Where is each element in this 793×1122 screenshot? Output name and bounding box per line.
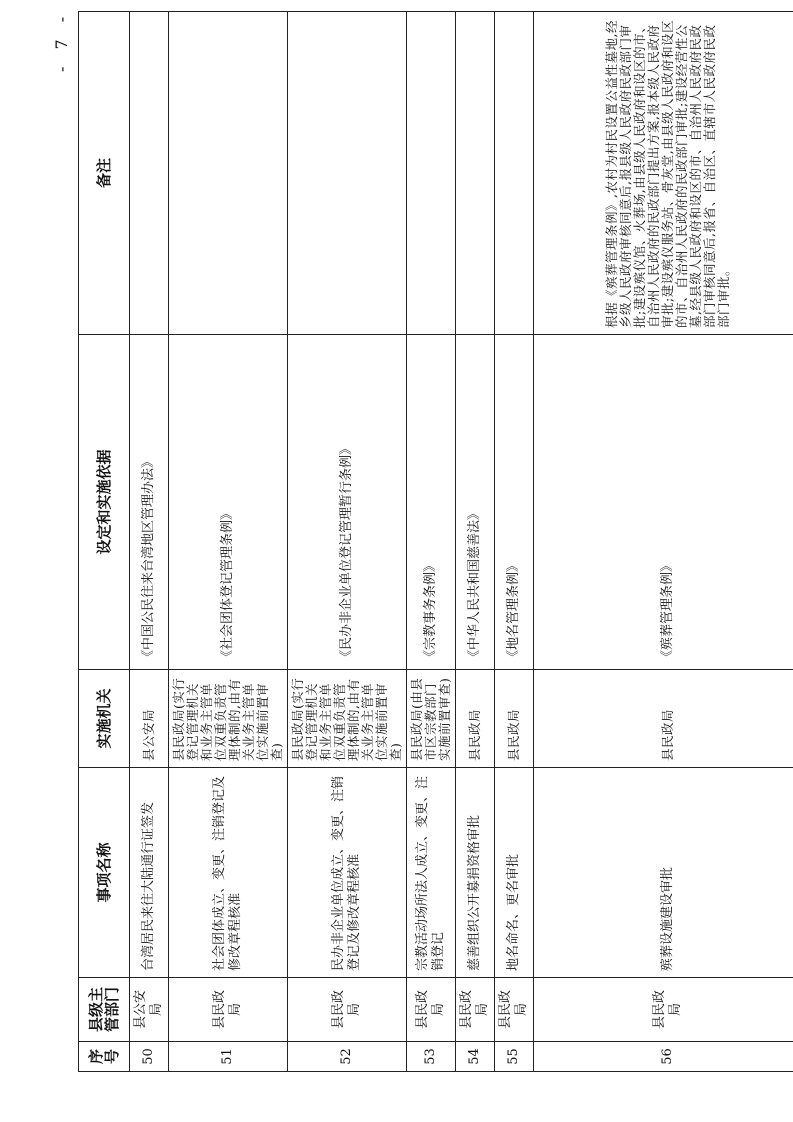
row-seq: 52 <box>288 1042 407 1072</box>
row-remark <box>495 12 534 335</box>
approval-items-table <box>78 11 793 1072</box>
header-remark: 备注 <box>79 12 130 335</box>
row-seq: 53 <box>407 1042 456 1072</box>
table-row <box>130 12 169 1072</box>
row-item: 社会团体成立、变更、注销登记及修改章程核准 <box>169 768 288 978</box>
row-item: 慈善组织公开募捐资格审批 <box>456 768 495 978</box>
row-item: 地名命名、更名审批 <box>495 768 534 978</box>
row-remark <box>407 12 456 335</box>
header-item: 事项名称 <box>79 768 130 978</box>
row-item: 民办非企业单位成立、变更、注销登记及修改章程核准 <box>288 768 407 978</box>
table-row <box>495 12 534 1072</box>
table-header-row <box>79 12 130 1072</box>
header-agency: 实施机关 <box>79 670 130 768</box>
row-basis: 《地名管理条例》 <box>495 335 534 670</box>
row-dept: 县公安局 <box>130 978 169 1042</box>
table-row <box>534 12 793 1072</box>
row-basis: 《宗教事务条例》 <box>407 335 456 670</box>
row-seq: 51 <box>169 1042 288 1072</box>
row-agency: 县民政局 <box>495 670 534 768</box>
row-remark <box>130 12 169 335</box>
row-seq: 50 <box>130 1042 169 1072</box>
row-item: 宗教活动场所法人成立、变更、注销登记 <box>407 768 456 978</box>
table-row <box>288 12 407 1072</box>
row-seq: 56 <box>534 1042 793 1072</box>
row-dept: 县民政局 <box>288 978 407 1042</box>
row-remark <box>169 12 288 335</box>
table-row <box>407 12 456 1072</box>
row-basis: 《殡葬管理条例》 <box>534 335 793 670</box>
row-basis: 《中华人民共和国慈善法》 <box>456 335 495 670</box>
row-agency: 县民政局(实行登记管理机关和业务主管单位双重负责管理体制的,由有关业务主管单位实施前置审查) <box>169 670 288 768</box>
row-seq: 55 <box>495 1042 534 1072</box>
row-seq: 54 <box>456 1042 495 1072</box>
row-remark: 根据《殡葬管理条例》,农村为村民设置公益性墓地,经乡级人民政府审核同意后,报县级人民政府民政部门审批;建设殡仪馆、火葬场,由县级人民政府和设区的市、自治州人民政府的民政部门提出方案,报本级人民政府审批;建设殡仪服务站、骨灰堂,由县级人民政府和设区的市、自治州人民政府的民政部门审批;建设经营性公墓,经县级人民政府和设区的市、自治州人民政府民政部门审核同意后,报省、自治区、直辖市人民政府民政部门审批。 <box>534 12 793 335</box>
table-row <box>169 12 288 1072</box>
row-agency: 县民政局(实行登记管理机关和业务主管单位双重负责管理体制的,由有关业务主管单位实施前置审查) <box>288 670 407 768</box>
row-agency: 县民政局 <box>534 670 793 768</box>
row-basis: 《中国公民往来台湾地区管理办法》 <box>130 335 169 670</box>
page-number: - 7 - <box>52 10 71 72</box>
header-dept: 县级主管部门 <box>79 978 130 1042</box>
row-agency: 县公安局 <box>130 670 169 768</box>
row-dept: 县民政局 <box>495 978 534 1042</box>
row-remark <box>456 12 495 335</box>
row-basis: 《民办非企业单位登记管理暂行条例》 <box>288 335 407 670</box>
header-seq: 序号 <box>79 1042 130 1072</box>
row-agency: 县民政局(由县市区宗教部门实施前置审查) <box>407 670 456 768</box>
row-dept: 县民政局 <box>407 978 456 1042</box>
row-item: 殡葬设施建设审批 <box>534 768 793 978</box>
row-dept: 县民政局 <box>534 978 793 1042</box>
row-item: 台湾居民来往大陆通行证签发 <box>130 768 169 978</box>
header-basis: 设定和实施依据 <box>79 335 130 670</box>
row-remark <box>288 12 407 335</box>
row-basis: 《社会团体登记管理条例》 <box>169 335 288 670</box>
row-dept: 县民政局 <box>169 978 288 1042</box>
row-agency: 县民政局 <box>456 670 495 768</box>
table-row <box>456 12 495 1072</box>
row-dept: 县民政局 <box>456 978 495 1042</box>
